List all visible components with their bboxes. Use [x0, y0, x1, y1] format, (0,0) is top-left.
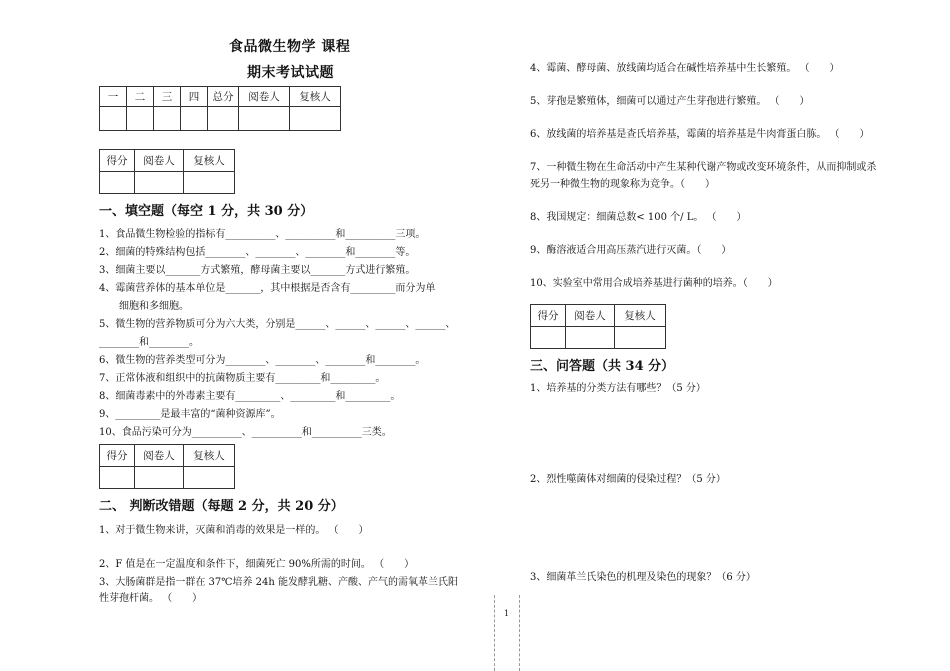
- score-header-1: 一: [100, 87, 127, 107]
- essay-question-3: 3、细菌革兰氏染色的机理及染色的现象？（6 分）: [530, 572, 756, 583]
- reviewer-name-label: 复核人: [184, 150, 235, 172]
- question-text: 9、_________是最丰富的“菌种资源库”。: [99, 409, 281, 420]
- score-cell[interactable]: [127, 107, 154, 131]
- grader-cell[interactable]: [184, 467, 235, 489]
- score-header-2: 二: [127, 87, 154, 107]
- question-text: 5、微生物的营养物质可分为六大类，分别是______、______、______、______、: [99, 319, 456, 330]
- grader-cell[interactable]: [184, 172, 235, 194]
- judgment-question-3-cont: 性芽孢杆菌。 （ ）: [99, 593, 203, 604]
- section2-title: 二、 判断改错题（每题 2 分，共 20 分）: [99, 499, 344, 514]
- score-header-reviewer: 复核人: [290, 87, 341, 107]
- grader-cell[interactable]: [100, 172, 135, 194]
- question-text: 10、食品污染可分为__________、__________和__________三类。: [99, 427, 392, 438]
- judgment-question-4: 4、霉菌、酵母菌、放线菌均适合在碱性培养基中生长繁殖。 （ ）: [530, 63, 840, 74]
- score-cell[interactable]: [181, 107, 208, 131]
- section1-questions: [99, 226, 455, 442]
- judgment-question-1: 1、对于微生物来讲，灭菌和消毒的效果是一样的。 （ ）: [99, 525, 369, 536]
- judgment-question-3: 3、大肠菌群是指一群在 37℃培养 24h 能发酵乳糖、产酸、产气的需氧革兰氏阳: [99, 577, 458, 588]
- score-header-3: 三: [154, 87, 181, 107]
- reviewer-name-label: 复核人: [184, 445, 235, 467]
- grader-box-section2: [99, 444, 235, 489]
- grader-cell[interactable]: [566, 327, 615, 349]
- grader-cell[interactable]: [531, 327, 566, 349]
- grader-name-label: 阅卷人: [566, 305, 615, 327]
- judgment-question-8: 8、我国规定：细菌总数< 100 个/ L。 （ ）: [530, 212, 747, 223]
- question-text: 2、细菌的特殊结构包括________、________、________和________等。: [99, 247, 416, 258]
- grader-box-section3: [530, 304, 666, 349]
- score-cell[interactable]: [154, 107, 181, 131]
- fold-line-left: [494, 595, 495, 671]
- score-header-4: 四: [181, 87, 208, 107]
- grader-cell[interactable]: [135, 172, 184, 194]
- score-cell[interactable]: [208, 107, 239, 131]
- score-cell[interactable]: [239, 107, 290, 131]
- judgment-question-6: 6、放线菌的培养基是查氏培养基，霉菌的培养基是牛肉膏蛋白胨。 （ ）: [530, 129, 870, 140]
- question-text: 8、细菌毒素中的外毒素主要有_________、_________和_________。: [99, 391, 401, 402]
- judgment-question-7: 7、一种微生物在生命活动中产生某种代谢产物或改变环境条件，从而抑制或杀: [530, 162, 877, 173]
- question-text: 4、霉菌营养体的基本单位是_______，其中根据是否含有_________而分为单: [99, 283, 436, 294]
- exam-subtitle: 期末考试试题: [247, 65, 334, 81]
- grader-name-label: 阅卷人: [135, 150, 184, 172]
- judgment-question-2: 2、F 值是在一定温度和条件下，细菌死亡 90%所需的时间。 （ ）: [99, 559, 415, 570]
- section3-title: 三、问答题（共 34 分）: [530, 359, 675, 374]
- course-title: 食品微生物学 课程: [229, 39, 351, 55]
- fold-line-right: [519, 595, 520, 671]
- judgment-question-5: 5、芽孢是繁殖体，细菌可以通过产生芽孢进行繁殖。 （ ）: [530, 96, 810, 107]
- grader-cell[interactable]: [615, 327, 666, 349]
- judgment-question-7-cont: 死另一种微生物的现象称为竞争。（ ）: [530, 179, 715, 190]
- score-cell[interactable]: [290, 107, 341, 131]
- grader-cell[interactable]: [135, 467, 184, 489]
- score-header-total: 总分: [208, 87, 239, 107]
- question-text: 细胞和多细胞。: [119, 301, 189, 312]
- question-text: 1、食品微生物检验的指标有__________、__________和__________三项。: [99, 229, 426, 240]
- question-text: 3、细菌主要以_______方式繁殖，酵母菌主要以_______方式进行繁殖。: [99, 265, 416, 276]
- judgment-question-9: 9、酶溶液适合用高压蒸汽进行灭菌。（ ）: [530, 245, 732, 256]
- grader-cell[interactable]: [100, 467, 135, 489]
- question-text: ________和________。: [99, 337, 199, 348]
- question-text: 7、正常体液和组织中的抗菌物质主要有_________和_________。: [99, 373, 386, 384]
- grader-score-label: 得分: [100, 445, 135, 467]
- question-text: 6、微生物的营养类型可分为________、________、________和________。: [99, 355, 426, 366]
- grader-name-label: 阅卷人: [135, 445, 184, 467]
- grader-box-section1: [99, 149, 235, 194]
- grader-score-label: 得分: [531, 305, 566, 327]
- score-table: [99, 86, 341, 131]
- grader-score-label: 得分: [100, 150, 135, 172]
- essay-question-1: 1、培养基的分类方法有哪些？（5 分）: [530, 383, 706, 394]
- reviewer-name-label: 复核人: [615, 305, 666, 327]
- judgment-question-10: 10、实验室中常用合成培养基进行菌种的培养。（ ）: [530, 278, 778, 289]
- section1-title: 一、填空题（每空 1 分，共 30 分）: [99, 204, 314, 219]
- page-number: 1: [504, 609, 510, 618]
- score-header-grader: 阅卷人: [239, 87, 290, 107]
- score-cell[interactable]: [100, 107, 127, 131]
- essay-question-2: 2、烈性噬菌体对细菌的侵染过程？（5 分）: [530, 474, 726, 485]
